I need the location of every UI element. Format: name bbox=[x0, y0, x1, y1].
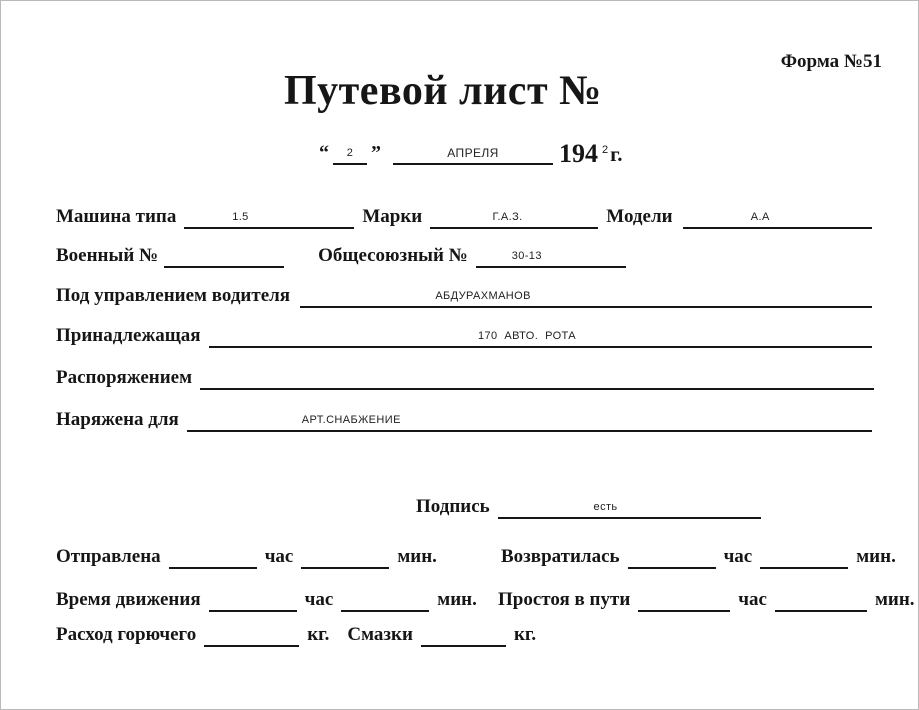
model-label: Модели bbox=[606, 206, 673, 228]
fuel-label: Расход горючего bbox=[56, 624, 197, 645]
numbers-row bbox=[56, 244, 626, 268]
union-number-label: Общесоюзный № bbox=[318, 245, 468, 267]
returned-label: Возвратилась bbox=[501, 546, 620, 567]
brand-label: Марки bbox=[362, 206, 423, 228]
machine-type-label: Машина типа bbox=[56, 206, 177, 228]
driving-time-label: Время движения bbox=[56, 589, 201, 610]
minute-label: мин. bbox=[856, 546, 896, 567]
departed-label: Отправлена bbox=[56, 546, 161, 567]
returned-minute-field bbox=[760, 549, 848, 569]
assigned-for-field bbox=[187, 408, 872, 432]
returned-row bbox=[501, 547, 896, 569]
machine-row bbox=[56, 205, 872, 229]
minute-label: мин. bbox=[397, 546, 437, 567]
model-field bbox=[683, 205, 872, 229]
lubricant-field bbox=[421, 627, 506, 647]
by-order-field bbox=[200, 366, 874, 390]
form-number: Форма №51 bbox=[780, 51, 882, 72]
by-order-row bbox=[56, 366, 874, 390]
hour-label: час bbox=[304, 589, 334, 610]
returned-hour-field bbox=[628, 549, 716, 569]
model-value: А.А bbox=[750, 211, 770, 223]
military-number-field bbox=[164, 244, 284, 268]
brand-field bbox=[430, 205, 598, 229]
kg-label: кг. bbox=[513, 624, 537, 645]
departed-hour-field bbox=[169, 549, 257, 569]
belonging-label: Принадлежащая bbox=[56, 325, 201, 347]
minute-label: мин. bbox=[437, 589, 477, 610]
machine-type-value: 1.5 bbox=[232, 211, 249, 223]
date-row bbox=[319, 138, 623, 168]
year-suffix: г. bbox=[610, 142, 623, 167]
day-field bbox=[333, 141, 367, 165]
belonging-value: 170 АВТО. РОТА bbox=[477, 330, 577, 342]
lubricant-label: Смазки bbox=[347, 624, 413, 645]
assigned-for-value: АРТ.СНАБЖЕНИЕ bbox=[301, 414, 401, 426]
day-value: 2 bbox=[346, 147, 354, 159]
machine-type-field bbox=[184, 205, 354, 229]
signature-value: есть bbox=[593, 501, 618, 513]
union-number-value: 30-13 bbox=[511, 250, 542, 262]
signature-label: Подпись bbox=[416, 496, 490, 518]
driver-field bbox=[300, 284, 872, 308]
driver-row bbox=[56, 284, 872, 308]
brand-value: Г.А.З. bbox=[492, 211, 523, 223]
union-number-field bbox=[476, 244, 626, 268]
month-value: АПРЕЛЯ bbox=[447, 146, 499, 160]
idle-time-row bbox=[498, 590, 915, 612]
open-quote: “ bbox=[319, 142, 329, 164]
idle-time-label: Простоя в пути bbox=[498, 589, 631, 610]
year-prefix: 194 bbox=[559, 138, 598, 168]
driving-time-row bbox=[56, 590, 477, 612]
belonging-row bbox=[56, 324, 872, 348]
military-number-label: Военный № bbox=[56, 245, 159, 267]
driver-value: АБДУРАХМАНОВ bbox=[435, 290, 531, 302]
assigned-for-row bbox=[56, 408, 872, 432]
signature-row bbox=[416, 495, 761, 519]
close-quote: ” bbox=[371, 142, 381, 164]
driving-minute-field bbox=[341, 592, 429, 612]
hour-label: час bbox=[723, 546, 753, 567]
hour-label: час bbox=[738, 589, 767, 610]
idle-minute-field bbox=[775, 592, 867, 612]
idle-hour-field bbox=[638, 592, 730, 612]
page-title: Путевой лист № bbox=[284, 68, 602, 114]
month-field bbox=[393, 141, 553, 165]
year-digit: 2 bbox=[602, 144, 609, 156]
assigned-for-label: Наряжена для bbox=[56, 409, 179, 431]
departed-minute-field bbox=[301, 549, 389, 569]
driver-label: Под управлением водителя bbox=[56, 285, 291, 307]
signature-field bbox=[498, 495, 761, 519]
fuel-row bbox=[56, 625, 536, 647]
hour-label: час bbox=[264, 546, 294, 567]
belonging-field bbox=[209, 324, 872, 348]
kg-label: кг. bbox=[307, 624, 330, 645]
fuel-field bbox=[204, 627, 299, 647]
by-order-label: Распоряжением bbox=[56, 367, 193, 389]
driving-hour-field bbox=[209, 592, 297, 612]
departed-row bbox=[56, 547, 437, 569]
minute-label: мин. bbox=[874, 589, 915, 610]
